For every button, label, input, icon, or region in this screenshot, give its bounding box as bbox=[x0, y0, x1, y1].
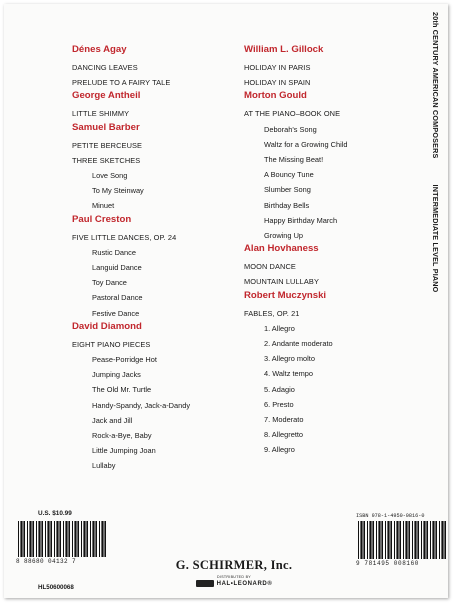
barcode-bar bbox=[92, 521, 94, 557]
hal-leonard-logo-icon bbox=[196, 580, 214, 587]
barcode-bar bbox=[432, 521, 434, 559]
movement-title: Jumping Jacks bbox=[92, 370, 141, 380]
hal-leonard-label: HAL•LEONARD® bbox=[216, 580, 273, 587]
barcode-bar bbox=[50, 521, 52, 557]
movement-title: Lullaby bbox=[92, 461, 116, 471]
work-title: EIGHT PIANO PIECES bbox=[72, 339, 151, 349]
barcode-bar bbox=[65, 521, 67, 557]
barcode-bar bbox=[68, 521, 70, 557]
upc-barcode bbox=[16, 521, 108, 565]
barcode-bar bbox=[101, 521, 103, 557]
back-cover bbox=[4, 4, 448, 598]
barcode-bar bbox=[56, 521, 58, 557]
hl-number: HL50600068 bbox=[38, 584, 74, 591]
work-title: LITTLE SHIMMY bbox=[72, 109, 130, 119]
movement-title: 1. Allegro bbox=[264, 323, 295, 333]
composer-group bbox=[244, 90, 414, 243]
movement-title: To My Steinway bbox=[92, 186, 144, 196]
composer-group bbox=[244, 44, 414, 90]
movement-title: Growing Up bbox=[264, 231, 304, 241]
composer-name: Samuel Barber bbox=[72, 121, 140, 133]
barcode-bar bbox=[430, 521, 431, 559]
composer-name: David Diamond bbox=[72, 320, 142, 332]
left-column bbox=[72, 44, 232, 474]
movement-title: Festive Dance bbox=[92, 308, 140, 318]
work-title: AT THE PIANO–BOOK ONE bbox=[244, 109, 341, 119]
movement-title: Little Jumping Joan bbox=[92, 446, 156, 456]
barcode-bar bbox=[372, 521, 374, 559]
movement-title: Love Song bbox=[92, 171, 128, 181]
work-title: PETITE BERCEUSE bbox=[72, 140, 143, 150]
movement-title: Waltz for a Growing Child bbox=[264, 139, 348, 149]
barcode-bar bbox=[29, 521, 31, 557]
barcode-bar bbox=[414, 521, 416, 559]
barcode-bar bbox=[74, 521, 76, 557]
distributed-by-label: DISTRIBUTED BY bbox=[217, 575, 251, 579]
barcode-bar bbox=[20, 521, 22, 557]
barcode-bar bbox=[18, 521, 19, 557]
barcode-bar bbox=[104, 521, 106, 557]
barcode-bar bbox=[32, 521, 34, 557]
movement-title: The Old Mr. Turtle bbox=[92, 385, 152, 395]
barcode-bar bbox=[358, 521, 359, 559]
barcode-bar bbox=[394, 521, 395, 559]
barcode-bar bbox=[38, 521, 40, 557]
composer-name: William L. Gillock bbox=[244, 44, 324, 55]
movement-title: Jack and Jill bbox=[92, 415, 133, 425]
movement-title: The Missing Beat! bbox=[264, 155, 324, 165]
barcode-bar bbox=[387, 521, 389, 559]
movement-title: Minuet bbox=[92, 201, 115, 211]
barcode-bar bbox=[405, 521, 407, 559]
isbn-barcode bbox=[356, 521, 450, 571]
barcode-bar bbox=[63, 521, 64, 557]
movement-title: Deborah's Song bbox=[264, 124, 317, 134]
movement-title: Pastoral Dance bbox=[92, 293, 143, 303]
movement-title: Rustic Dance bbox=[92, 247, 136, 257]
barcode-bar bbox=[423, 521, 425, 559]
barcode-bar bbox=[36, 521, 37, 557]
movement-title: A Bouncy Tune bbox=[264, 170, 314, 180]
barcode-bar bbox=[426, 521, 428, 559]
composer-group bbox=[72, 122, 232, 214]
barcode-bar bbox=[95, 521, 97, 557]
movement-title: Rock-a-Bye, Baby bbox=[92, 431, 152, 441]
movement-title: Birthday Bells bbox=[264, 200, 310, 210]
work-title: HOLIDAY IN PARIS bbox=[244, 63, 311, 72]
barcode-bar bbox=[99, 521, 100, 557]
composer-name: George Antheil bbox=[72, 90, 141, 102]
composer-name: Dénes Agay bbox=[72, 44, 127, 55]
movement-title: 5. Adagio bbox=[264, 384, 295, 394]
barcode-bar bbox=[399, 521, 401, 559]
movement-title: 6. Presto bbox=[264, 399, 294, 409]
movement-title: 9. Allegro bbox=[264, 445, 295, 455]
composer-group bbox=[72, 44, 232, 90]
barcode-bar bbox=[47, 521, 49, 557]
series-title: 20th CENTURY AMERICAN COMPOSERS bbox=[431, 12, 440, 159]
barcode-bar bbox=[435, 521, 437, 559]
work-title: DANCING LEAVES bbox=[72, 63, 138, 72]
ean-digits: 9 781495 008160 bbox=[356, 560, 420, 567]
right-column bbox=[244, 44, 414, 458]
barcode-bar bbox=[390, 521, 392, 559]
movement-title: 4. Waltz tempo bbox=[264, 369, 314, 379]
barcode-bar bbox=[396, 521, 398, 559]
price-label: U.S. $10.99 bbox=[38, 510, 72, 517]
barcode-bar bbox=[378, 521, 380, 559]
composer-group bbox=[72, 90, 232, 121]
barcode-bar bbox=[77, 521, 79, 557]
composer-group bbox=[72, 214, 232, 321]
publisher-name: G. SCHIRMER, Inc. bbox=[175, 558, 293, 572]
movement-title: 2. Andante moderato bbox=[264, 339, 333, 349]
barcode-bar bbox=[54, 521, 55, 557]
movement-title: Slumber Song bbox=[264, 185, 311, 195]
work-title: FIVE LITTLE DANCES, OP. 24 bbox=[72, 232, 177, 242]
isbn-label: ISBN 978-1-4950-0816-0 bbox=[356, 513, 425, 519]
barcode-bar bbox=[23, 521, 25, 557]
barcode-bar bbox=[412, 521, 413, 559]
barcode-bar bbox=[367, 521, 368, 559]
barcode-bar bbox=[41, 521, 43, 557]
spine-title bbox=[428, 12, 440, 292]
level-label: INTERMEDIATE LEVEL PIANO bbox=[431, 184, 440, 293]
barcode-bar bbox=[403, 521, 404, 559]
composer-group bbox=[72, 321, 232, 474]
upc-digits: 8 88680 04132 7 bbox=[16, 558, 77, 565]
publisher-block bbox=[154, 558, 314, 587]
barcode-bar bbox=[360, 521, 362, 559]
composer-name: Paul Creston bbox=[72, 213, 132, 225]
barcode-bar bbox=[385, 521, 386, 559]
barcode-bar bbox=[369, 521, 371, 559]
barcode-bar bbox=[417, 521, 419, 559]
movement-title: 3. Allegro molto bbox=[264, 354, 315, 364]
movement-title: Languid Dance bbox=[92, 263, 142, 273]
barcode-bar bbox=[86, 521, 88, 557]
work-title: HOLIDAY IN SPAIN bbox=[244, 78, 311, 88]
barcode-bar bbox=[81, 521, 82, 557]
composer-group bbox=[244, 243, 414, 289]
movement-title: 8. Allegretto bbox=[264, 430, 304, 440]
barcode-bar bbox=[90, 521, 91, 557]
movement-title: Pease-Porridge Hot bbox=[92, 355, 157, 365]
composer-group bbox=[244, 290, 414, 458]
composer-name: Morton Gould bbox=[244, 90, 307, 102]
work-title: THREE SKETCHES bbox=[72, 155, 141, 165]
barcode-bar bbox=[83, 521, 85, 557]
work-title: MOUNTAIN LULLABY bbox=[244, 277, 319, 287]
barcode-bar bbox=[27, 521, 28, 557]
movement-title: Happy Birthday March bbox=[264, 215, 338, 225]
work-title: PRELUDE TO A FAIRY TALE bbox=[72, 78, 171, 88]
barcode-bar bbox=[59, 521, 61, 557]
movement-title: Toy Dance bbox=[92, 278, 127, 288]
barcode-bar bbox=[439, 521, 440, 559]
composer-name: Robert Muczynski bbox=[244, 289, 327, 301]
barcode-bar bbox=[45, 521, 46, 557]
barcode-bar bbox=[421, 521, 422, 559]
barcode-bar bbox=[444, 521, 446, 559]
movement-title: 7. Moderato bbox=[264, 415, 304, 425]
barcode-bar bbox=[376, 521, 377, 559]
barcode-bar bbox=[381, 521, 383, 559]
work-title: MOON DANCE bbox=[244, 262, 296, 272]
barcode-bar bbox=[441, 521, 443, 559]
work-title: FABLES, OP. 21 bbox=[244, 308, 300, 318]
barcode-bar bbox=[408, 521, 410, 559]
composer-name: Alan Hovhaness bbox=[244, 243, 319, 255]
movement-title: Handy-Spandy, Jack-a-Dandy bbox=[92, 400, 191, 410]
barcode-bar bbox=[363, 521, 365, 559]
barcode-bar bbox=[72, 521, 73, 557]
